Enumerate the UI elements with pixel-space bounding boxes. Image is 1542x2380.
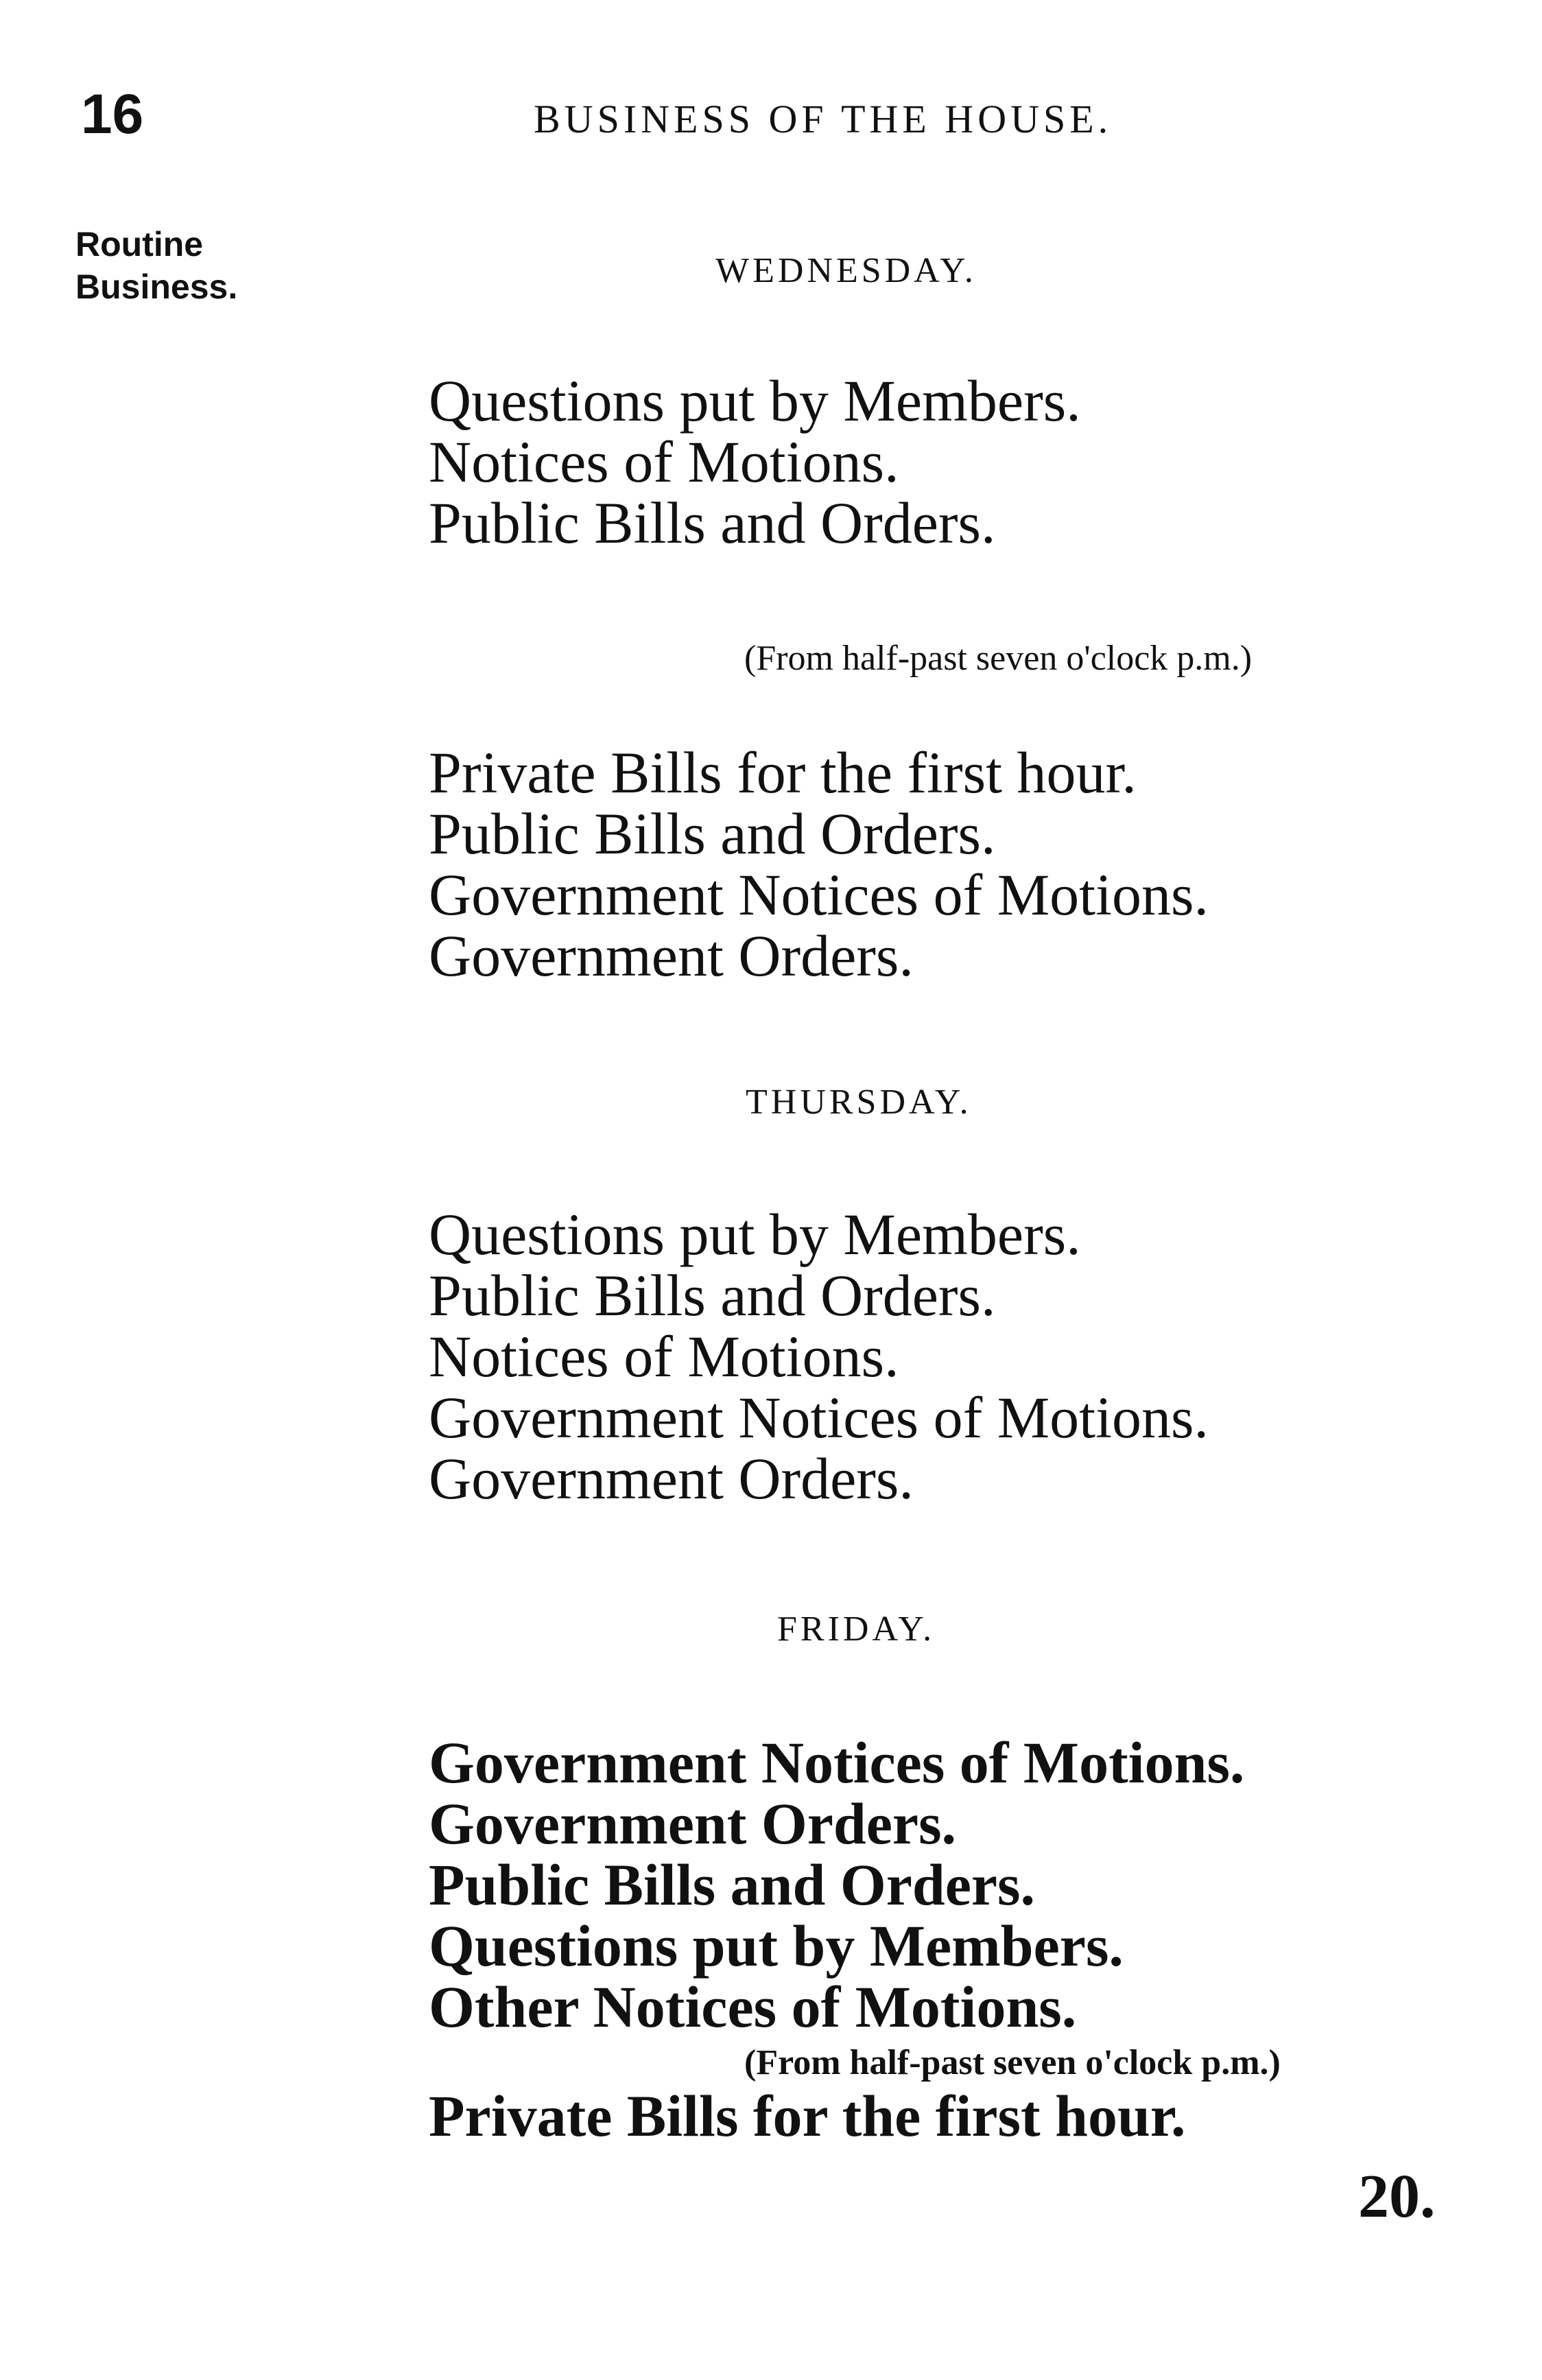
list-item: Notices of Motions. xyxy=(429,1323,899,1389)
list-item: Notices of Motions. xyxy=(429,429,899,495)
list-item: Other Notices of Motions. xyxy=(429,1974,1077,2040)
list-item: Government Notices of Motions. xyxy=(429,1385,1209,1450)
wednesday-items xyxy=(429,370,1081,554)
list-item: Government Notices of Motions. xyxy=(429,1730,1245,1795)
list-item: Government Orders. xyxy=(429,1791,957,1857)
friday-evening-items xyxy=(429,2083,1186,2149)
wednesday-heading: WEDNESDAY. xyxy=(715,251,977,290)
list-item: Private Bills for the first hour. xyxy=(429,2083,1186,2149)
running-head: BUSINESS OF THE HOUSE. xyxy=(534,97,1113,141)
list-item: Questions put by Members. xyxy=(429,1913,1124,1979)
list-item: Government Notices of Motions. xyxy=(429,862,1209,928)
margin-note-line: Business. xyxy=(75,268,238,306)
friday-heading: FRIDAY. xyxy=(777,1610,936,1649)
friday-time-note: (From half-past seven o'clock p.m.) xyxy=(744,2043,1281,2082)
list-item: Public Bills and Orders. xyxy=(429,490,996,556)
signature-mark: 20. xyxy=(1358,2163,1436,2230)
list-item: Private Bills for the first hour. xyxy=(429,740,1137,805)
margin-note-line: Routine xyxy=(75,225,204,263)
friday-items xyxy=(429,1732,1244,2038)
list-item: Government Orders. xyxy=(429,1446,914,1511)
list-item: Questions put by Members. xyxy=(429,368,1081,434)
thursday-items xyxy=(429,1201,1209,1511)
list-item: Public Bills and Orders. xyxy=(429,1852,1036,1918)
thursday-heading: THURSDAY. xyxy=(746,1083,972,1122)
list-item: Questions put by Members. xyxy=(429,1201,1081,1267)
wednesday-evening-items xyxy=(429,742,1209,987)
wednesday-time-note: (From half-past seven o'clock p.m.) xyxy=(744,639,1253,678)
list-item: Government Orders. xyxy=(429,923,914,989)
margin-note xyxy=(75,223,237,308)
list-item: Public Bills and Orders. xyxy=(429,1262,996,1328)
page-number: 16 xyxy=(81,83,144,145)
list-item: Public Bills and Orders. xyxy=(429,801,996,867)
